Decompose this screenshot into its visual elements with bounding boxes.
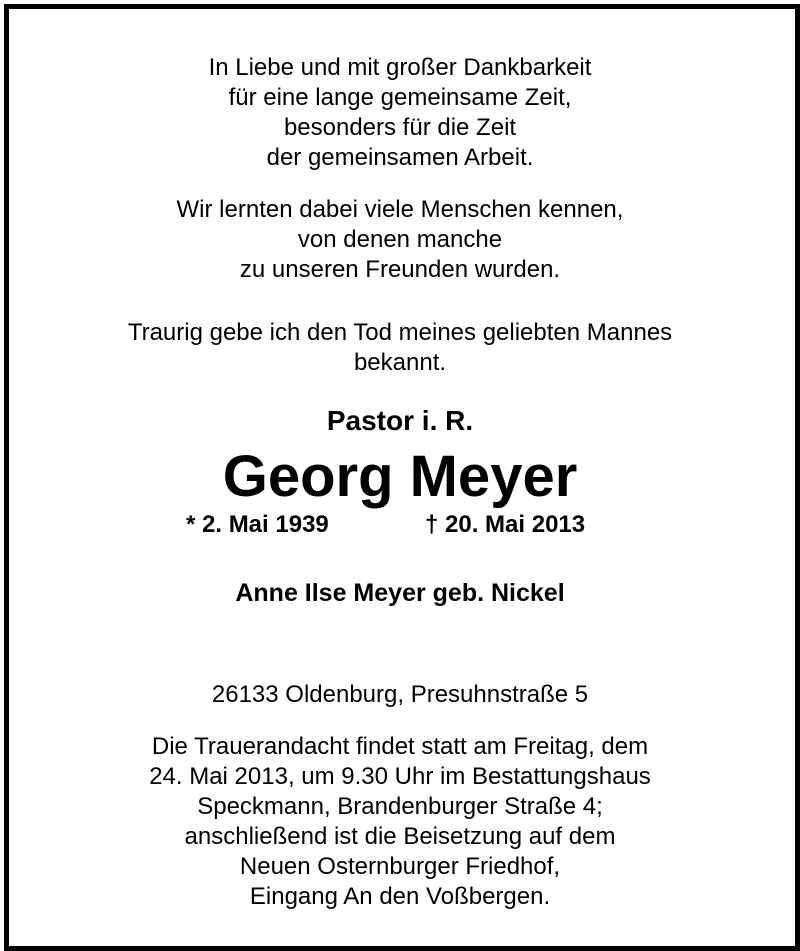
dedication-text — [0, 53, 800, 173]
dedication-line: für eine lange gemeinsame Zeit, — [228, 84, 572, 111]
friends-text — [0, 195, 800, 285]
friends-line: von denen manche — [297, 226, 503, 253]
service-line: Eingang An den Voßbergen. — [249, 883, 551, 910]
friends-line: zu unseren Freunden wurden. — [239, 256, 561, 283]
service-line: Neuen Osternburger Friedhof, — [239, 853, 561, 880]
service-line: Die Trauerandacht findet statt am Freitag, dem — [151, 733, 649, 760]
dedication-line: der gemeinsamen Arbeit. — [266, 144, 534, 171]
service-details — [0, 732, 800, 912]
dedication-line: In Liebe und mit großer Dankbarkeit — [208, 54, 592, 81]
service-line: 24. Mai 2013, um 9.30 Uhr im Bestattungshaus — [149, 763, 651, 790]
dedication-line: besonders für die Zeit — [283, 114, 517, 141]
mourner-name: Anne Ilse Meyer geb. Nickel — [235, 579, 565, 607]
friends-line: Wir lernten dabei viele Menschen kennen, — [176, 196, 624, 223]
deceased-name: Georg Meyer — [222, 444, 578, 509]
announcement-text — [0, 318, 800, 378]
announcement-line: Traurig gebe ich den Tod meines geliebten Mannes — [127, 319, 673, 346]
address-line: 26133 Oldenburg, Presuhnstraße 5 — [211, 681, 589, 708]
birth-date: * 2. Mai 1939 — [186, 511, 329, 538]
death-date: † 20. Mai 2013 — [425, 511, 586, 538]
service-line: Speckmann, Brandenburger Straße 4; — [197, 793, 603, 820]
service-line: anschließend ist die Beisetzung auf dem — [184, 823, 616, 850]
deceased-title: Pastor i. R. — [326, 405, 474, 436]
announcement-line: bekannt. — [353, 349, 447, 376]
